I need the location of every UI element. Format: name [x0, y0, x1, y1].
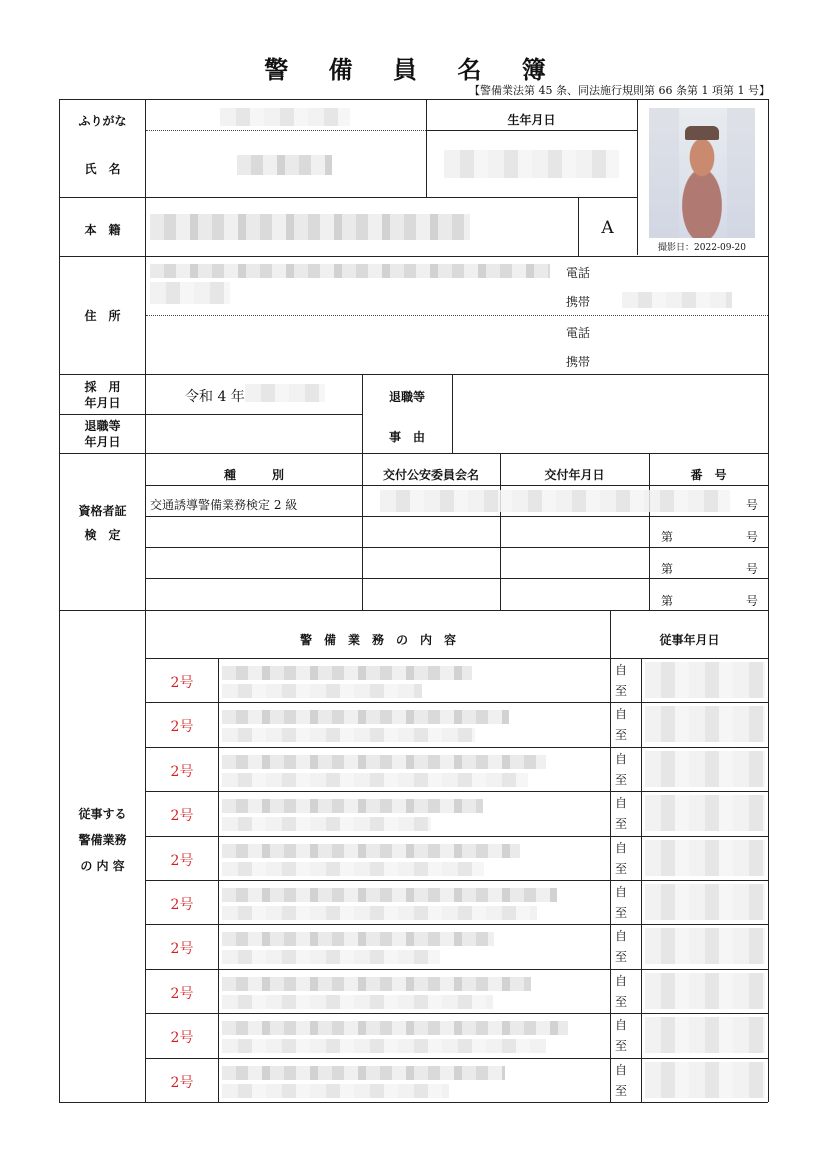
- duty-code: 2号: [170, 719, 194, 736]
- duty-period-redacted: [645, 973, 765, 1009]
- duty-content-redacted: [222, 888, 557, 902]
- duty-end-label: 至: [615, 861, 628, 876]
- duties-label: 従事する 警備業務 の 内 容: [78, 807, 127, 873]
- retire-reason-label-1: 退職等: [388, 390, 425, 404]
- cert-col-number: 番 号: [690, 468, 727, 482]
- duty-period-redacted: [645, 1017, 765, 1053]
- duty-code: 2号: [170, 763, 194, 780]
- birth-date-label: 生年月日: [507, 113, 556, 127]
- name-value-redacted: [237, 155, 332, 175]
- furigana-value-redacted: [220, 108, 350, 126]
- duty-content-redacted: [222, 977, 531, 991]
- cert-row-3-prefix: 第: [661, 562, 674, 576]
- duty-end-label: 至: [615, 772, 628, 787]
- duty-code: 2号: [170, 897, 194, 913]
- duty-content-redacted: [222, 666, 472, 680]
- duty-period-redacted: [645, 662, 765, 698]
- duty-period-redacted: [645, 795, 765, 831]
- duty-period-redacted: [645, 1062, 765, 1098]
- duty-start-label: 自: [615, 885, 628, 899]
- birth-date-value-redacted: [444, 150, 619, 178]
- duty-start-label: 自: [615, 751, 628, 766]
- duty-end-label: 至: [615, 1039, 628, 1054]
- duty-code: 2号: [170, 985, 194, 1002]
- duty-content-redacted: [222, 710, 509, 724]
- duty-code: 2号: [170, 1030, 194, 1047]
- cert-row-1-type: 交通誘導警備業務検定 2 級: [150, 498, 298, 512]
- cert-col-issue-date: 交付年月日: [544, 468, 605, 482]
- duty-content-redacted: [222, 932, 494, 946]
- duty-period-redacted: [645, 840, 765, 876]
- duty-period-redacted: [645, 928, 765, 964]
- page-title: 警 備 員 名 簿: [264, 56, 562, 84]
- cert-row-2-prefix: 第: [661, 530, 674, 544]
- phone-label-1: 電話: [566, 266, 591, 280]
- honseki-label: 本 籍: [84, 223, 121, 237]
- hire-date-label: 採 用 年月日: [84, 380, 121, 410]
- retire-date-label: 退職等 年月日: [84, 419, 121, 449]
- duty-end-label: 至: [615, 684, 628, 698]
- cert-row-1-redacted: [380, 490, 730, 512]
- duty-start-label: 自: [615, 1062, 628, 1077]
- cert-row-1-suffix: 号: [746, 498, 759, 512]
- blood-type: A: [601, 218, 614, 238]
- duty-start-label: 自: [615, 929, 628, 944]
- duty-end-label: 至: [615, 950, 628, 965]
- address-label: 住 所: [84, 309, 121, 323]
- certification-label: 資格者証 検 定: [78, 504, 127, 542]
- duty-start-label: 自: [615, 796, 628, 811]
- honseki-value-redacted: [150, 214, 470, 240]
- furigana-label: ふりがな: [78, 114, 127, 128]
- address-value-redacted: [150, 264, 550, 278]
- cert-col-committee: 交付公安委員会名: [382, 468, 479, 482]
- retire-reason-label-2: 事 由: [388, 430, 425, 444]
- photo-date-caption: 撮影日：2022-09-20: [658, 243, 746, 253]
- id-photo: [649, 108, 755, 238]
- duty-content-header: 警 備 業 務 の 内 容: [299, 633, 456, 647]
- mobile-value-redacted: [622, 292, 732, 308]
- duty-content-redacted: [222, 755, 546, 769]
- duty-period-header: 従事年月日: [659, 633, 720, 647]
- cert-row-4-prefix: 第: [661, 594, 674, 608]
- duty-period-redacted: [645, 751, 765, 787]
- duty-end-label: 至: [615, 994, 628, 1009]
- duty-period-redacted: [645, 706, 765, 742]
- cert-row-2-suffix: 号: [746, 530, 759, 544]
- duty-end-label: 至: [615, 906, 628, 920]
- legal-reference: 【警備業法第 45 条、同法施行規則第 66 条第 1 項第 1 号】: [469, 84, 770, 97]
- hire-date-value: 令和 4 年: [185, 389, 245, 405]
- duty-start-label: 自: [615, 663, 628, 677]
- duty-start-label: 自: [615, 973, 628, 988]
- cert-row-3-suffix: 号: [746, 562, 759, 576]
- name-label: 氏 名: [84, 162, 121, 176]
- duty-code: 2号: [170, 852, 194, 869]
- mobile-label-2: 携帯: [566, 355, 591, 369]
- duty-code: 2号: [170, 675, 194, 691]
- duty-content-redacted: [222, 844, 520, 858]
- duty-code: 2号: [170, 941, 194, 958]
- duty-code: 2号: [170, 808, 194, 825]
- phone-label-2: 電話: [566, 326, 591, 340]
- duty-code: 2号: [170, 1074, 194, 1091]
- cert-row-4-suffix: 号: [746, 594, 759, 608]
- duty-content-redacted: [222, 1066, 505, 1080]
- duty-end-label: 至: [615, 728, 628, 743]
- mobile-label-1: 携帯: [566, 295, 591, 309]
- duty-start-label: 自: [615, 707, 628, 722]
- duty-end-label: 至: [615, 817, 628, 832]
- duty-period-redacted: [645, 884, 765, 920]
- duty-end-label: 至: [615, 1083, 628, 1098]
- duty-start-label: 自: [615, 1018, 628, 1033]
- duty-content-redacted: [222, 1021, 568, 1035]
- duty-start-label: 自: [615, 840, 628, 855]
- cert-col-type: 種 別: [223, 468, 284, 482]
- duty-content-redacted: [222, 799, 483, 813]
